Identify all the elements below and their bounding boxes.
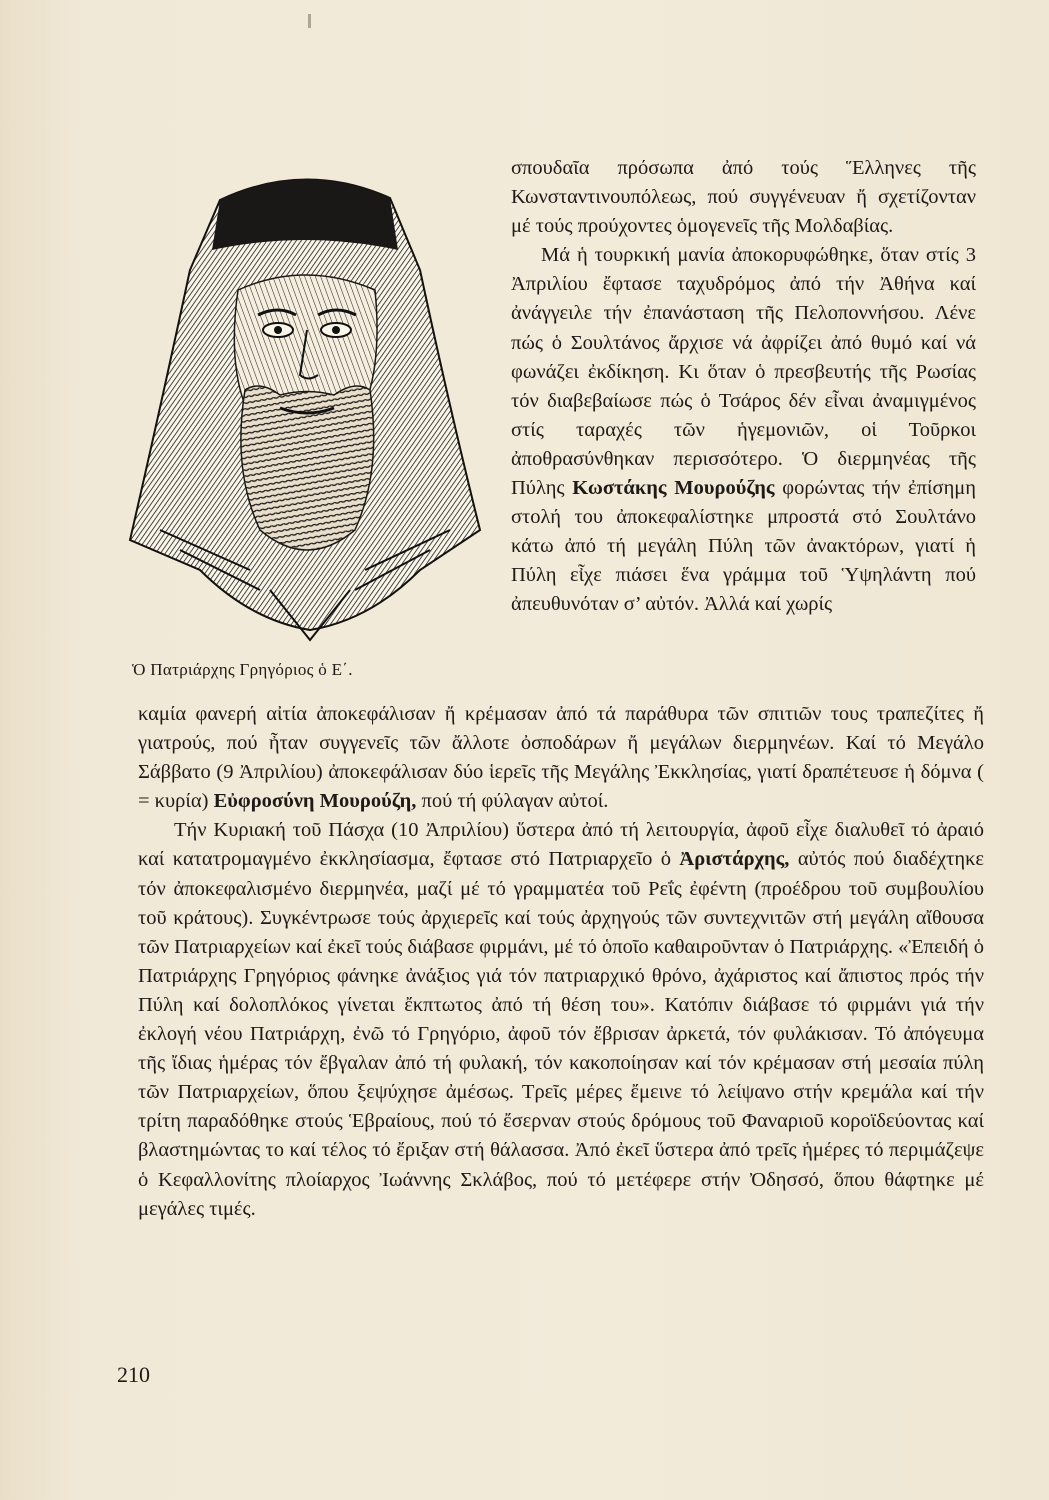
text-run: αὐτός πού διαδέχτηκε τόν ἀποκεφαλισμένο διερμηνέα, μαζί μέ τό γραμματέα τοῦ Ρεΐς ἐφέντη (προέδρου τοῦ συμβουλίου τοῦ κράτους). Συγκέντρωσε τούς ἀρχιερεῖς καί τούς ἀρχηγούς τῶν συντεχνιτῶν στή μεγάλη αἴθουσα τῶν Πατριαρχείων καί ἐκεῖ τούς διάβασε φιρμάνι, μέ τό ὁποῖο καθαιροῦνταν ὁ Πατριάρχης. «Ἐπειδή ὁ Πατριάρχης Γρηγόριος φάνηκε ἀνάξιος γιά τόν πατριαρχικό θρόνο, ἀχάριστος καί ἄπιστος πρός τήν Πύλη καί δολοπλόκος γίνεται ἔκπτωτος ἀπό τή θέση του». Κατόπιν διάβασε τό φιρμάνι γιά τήν ἐκλογή νέου Πατριάρχη, ἐνῶ τό Γρηγόριο, ἀφοῦ τόν ἔβρισαν ἀρκετά, τόν φυλάκισαν. Τό ἀπόγευμα τῆς ἴδιας ἡμέρας τόν ἔβγαλαν ἀπό τή φυλακή, τόν κακοποίησαν καί τόν κρέμασαν στή μεσαία πύλη τῶν Πατριαρχείων, ὅπου ξεψύχησε ἀμέσως. Τρεῖς μέρες ἔμεινε τό λείψανο στήν κρεμάλα καί τήν τρίτη παραδόθηκε στούς Ἑβραίους, πού τό ἔσερναν στούς δρόμους τοῦ Φαναριοῦ κοροϊδεύοντας καί βλαστημώντας το καί τέλος τό ἔριξαν στή θάλασσα. Ἀπό ἐκεῖ ὕστερα ἀπό τρεῖς ἡμέρες τό περιμάζεψε ὁ Κεφαλλονίτης πλοίαρχος Ἰωάννης Σκλάβος, πού τό μετέφερε στήν Ὀδησσό, ὅπου θάφτηκε μέ μεγάλες τιμές. [138,848,985,1220]
text-run: πού τή φύλαγαν αὐτοί. [421,790,609,813]
text-run: Τήν Κυριακή τοῦ Πάσχα (10 Ἀπριλίου) ὕστερα ἀπό τή λειτουργία, ἀφοῦ εἶχε διαλυθεῖ τό ἀραιό καί κατατρομαγμένο ἐκκλησίασμα, ἔφτασε στό Πατριαρχεῖο ὁ [138,819,984,871]
full-width-text [138,700,984,1224]
bold-name: Εὐφροσύνη Μουρούζη, [213,790,417,813]
paragraph: σπουδαῖα πρόσωπα ἀπό τούς Ἕλληνες τῆς Κωνσταντινουπόλεως, πού συγγένευαν ἤ σχετίζονταν μέ τούς προύχοντες ὁμογενεῖς τῆς Μολδαβίας. [511,157,976,238]
paragraph [511,241,976,619]
patriarch-portrait-engraving [120,150,490,650]
bold-name: Κωστάκης Μουρούζης [572,477,775,500]
text-run: Μά ἡ τουρκική μανία ἀποκορυφώθηκε, ὅταν στίς 3 Ἀπριλίου ἔφτασε ταχυδρόμος ἀπό τήν Ἀθήνα καί ἀνάγγειλε τήν ἐπανάσταση τῆς Πελοποννήσου. Λένε πώς ὁ Σουλτάνος ἄρχισε νά ἀφρίζει ἀπό θυμό καί νά φωνάζει ἐκδίκηση. Κι ὅταν ὁ πρεσβευτής τῆς Ρωσίας τόν διαβεβαίωσε πώς ὁ Τσάρος δέν εἶναι ἀναμιγμένος στίς ταραχές τῶν ἡγεμονιῶν, οἱ Τοῦρκοι ἀποθρασύνθηκαν περισσότερο. Ὁ διερμηνέας τῆς Πύλης [511,244,976,500]
portrait-caption: Ὁ Πατριάρχης Γρηγόριος ὁ Ε΄. [132,660,353,679]
text-run: φορώντας τήν ἐπίσημη στολή του ἀποκεφαλίστηκε μπροστά στό Σουλτάνο κάτω ἀπό τή μεγάλη Πύλη τῶν ἀνακτόρων, γιατί ἡ Πύλη εἶχε πιάσει ἕνα γράμμα τοῦ Ὑψηλάντη πού ἀπευθυνόταν σ’ αὐτόν. Ἀλλά καί χωρίς [511,477,977,616]
bold-name: Ἀριστάρχης, [679,848,790,871]
text-run: καμία φανερή αἰτία ἀποκεφάλισαν ἤ κρέμασαν ἀπό τά παράθυρα τῶν σπιτιῶν τους τραπεζίτες ἤ γιατρούς, πού ἦταν συγγενεῖς τῶν ἄλλοτε ὀσποδάρων ἤ μεγάλων διερμηνέων. Καί τό Μεγάλο Σάββατο (9 Ἀπριλίου) ἀποκεφάλισαν δύο ἱερεῖς τῆς Μεγάλης Ἐκκλησίας, γιατί δραπέτευσε ἡ δόμνα ( = κυρία) [138,703,984,813]
right-column-text [511,154,976,620]
paragraph [138,816,984,1223]
page-number: 210 [117,1362,150,1387]
paragraph [138,700,984,816]
scan-mark [308,14,311,28]
